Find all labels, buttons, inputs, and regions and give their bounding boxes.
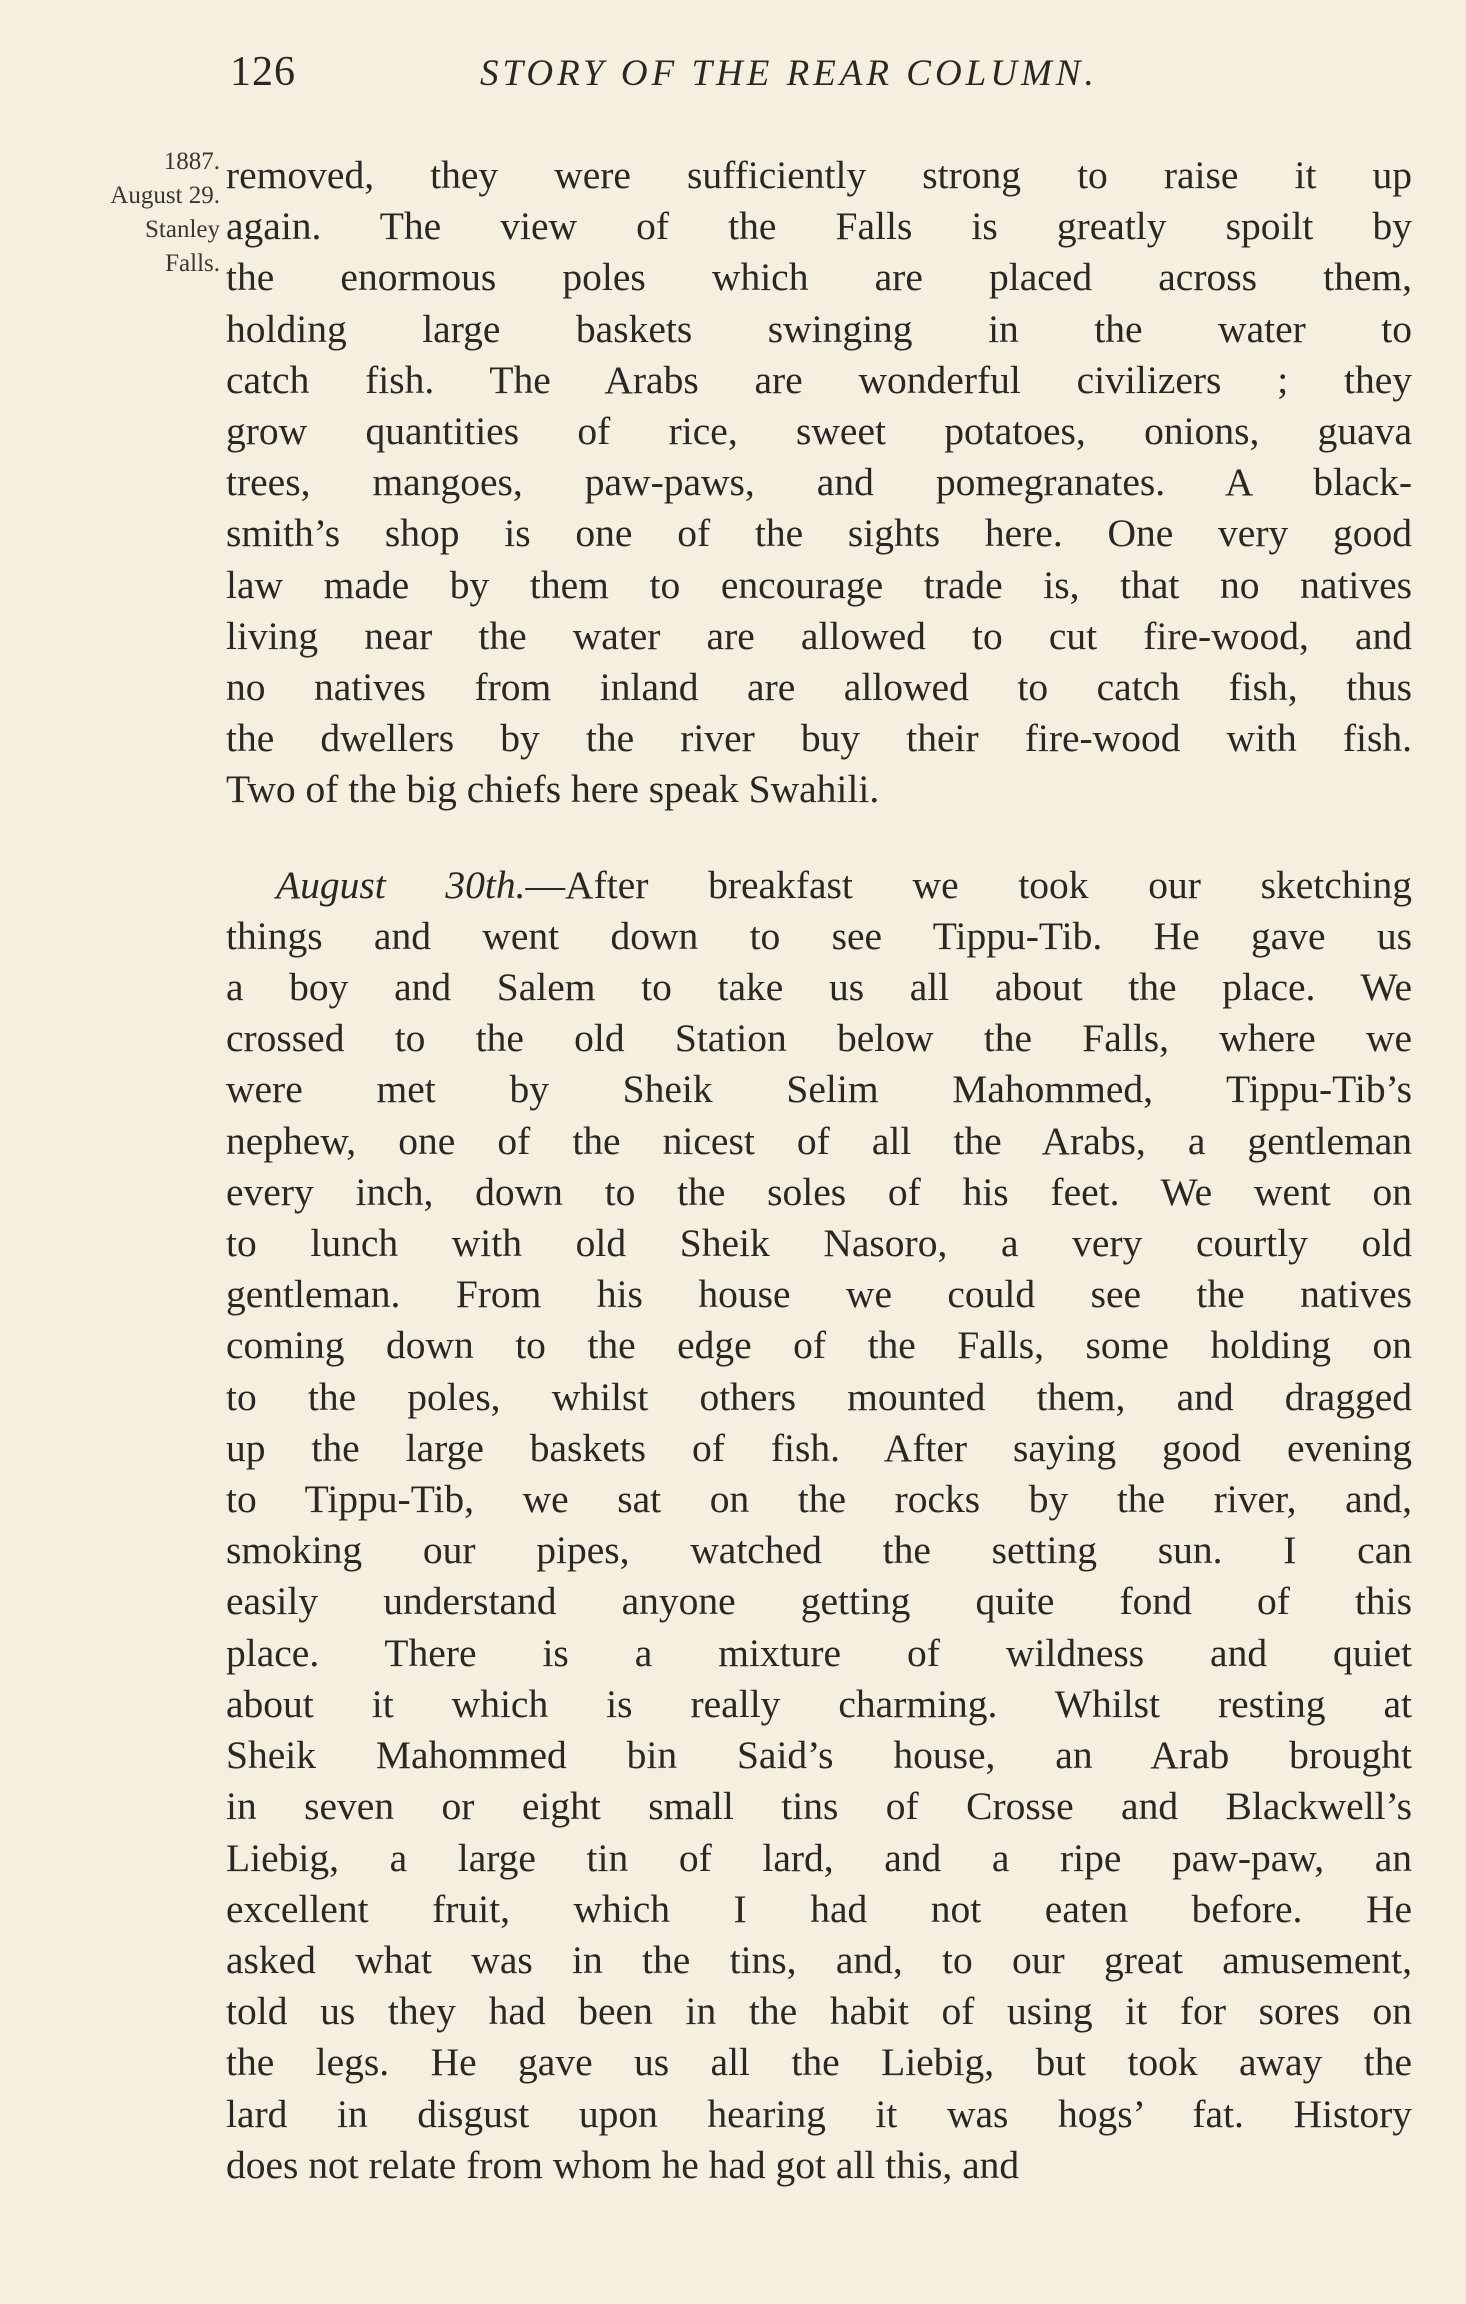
page-number: 126 bbox=[230, 49, 296, 95]
text-line: the dwellers by the river buy their fire-wood with fish. bbox=[226, 716, 1412, 761]
text-line: easily understand anyone getting quite fond of this bbox=[226, 1579, 1412, 1624]
text-line: a boy and Salem to take us all about the place. We bbox=[226, 965, 1412, 1010]
text-line: does not relate from whom he had got all this, and bbox=[226, 2142, 1020, 2187]
paragraph-2-first-line-text: —After breakfast we took our sketching bbox=[525, 862, 1412, 907]
text-line: holding large baskets swinging in the water to bbox=[226, 306, 1412, 351]
text-line: lard in disgust upon hearing it was hogs’ fat. History bbox=[226, 2091, 1412, 2136]
text-line: the legs. He gave us all the Liebig, but took away the bbox=[226, 2040, 1412, 2085]
text-line: catch fish. The Arabs are wonderful civilizers ; they bbox=[226, 357, 1412, 402]
entry-date: August 30th. bbox=[276, 862, 526, 907]
text-line: asked what was in the tins, and, to our great amusement, bbox=[226, 1937, 1412, 1982]
body-text bbox=[226, 150, 1412, 2191]
text-line: removed, they were sufficiently strong to raise it up bbox=[226, 153, 1412, 197]
text-line: told us they had been in the habit of using it for sores on bbox=[226, 1989, 1412, 2034]
margin-note bbox=[40, 145, 220, 281]
text-line: excellent fruit, which I had not eaten before. He bbox=[226, 1886, 1412, 1931]
text-line: to Tippu-Tib, we sat on the rocks by the river, and, bbox=[226, 1477, 1412, 1522]
margin-note-place-2: Falls. bbox=[165, 250, 220, 277]
text-line: smith’s shop is one of the sights here. One very good bbox=[226, 511, 1412, 556]
text-line: the enormous poles which are placed across them, bbox=[226, 255, 1412, 300]
text-line: Sheik Mahommed bin Said’s house, an Arab brought bbox=[226, 1733, 1412, 1778]
text-line: no natives from inland are allowed to catch fish, thus bbox=[226, 665, 1412, 710]
text-line: up the large baskets of fish. After saying good evening bbox=[226, 1425, 1412, 1470]
text-line: every inch, down to the soles of his feet. We went on bbox=[226, 1169, 1412, 1214]
text-line: coming down to the edge of the Falls, some holding on bbox=[226, 1323, 1412, 1368]
text-line: Liebig, a large tin of lard, and a ripe paw-paw, an bbox=[226, 1835, 1412, 1880]
text-line: were met by Sheik Selim Mahommed, Tippu-Tib’s bbox=[226, 1067, 1412, 1112]
margin-note-place-1: Stanley bbox=[145, 216, 220, 243]
text-line: crossed to the old Station below the Falls, where we bbox=[226, 1016, 1412, 1061]
text-line: gentleman. From his house we could see the natives bbox=[226, 1272, 1412, 1317]
text-line: smoking our pipes, watched the setting sun. I can bbox=[226, 1528, 1412, 1573]
text-line: to the poles, whilst others mounted them, and dragged bbox=[226, 1374, 1412, 1419]
text-line: about it which is really charming. Whilst resting at bbox=[226, 1681, 1412, 1726]
text-line: to lunch with old Sheik Nasoro, a very courtly old bbox=[226, 1221, 1412, 1266]
text-line: law made by them to encourage trade is, that no natives bbox=[226, 562, 1412, 607]
text-line: trees, mangoes, paw-paws, and pomegranates. A black- bbox=[226, 460, 1412, 505]
paragraph-1 bbox=[226, 150, 1412, 816]
text-line: Two of the big chiefs here speak Swahili. bbox=[226, 767, 880, 812]
text-line: things and went down to see Tippu-Tib. He gave us bbox=[226, 913, 1412, 958]
text-line: living near the water are allowed to cut fire-wood, and bbox=[226, 613, 1412, 658]
text-line: place. There is a mixture of wildness and quiet bbox=[226, 1630, 1412, 1675]
margin-note-year: 1887. bbox=[163, 148, 220, 175]
running-title: STORY OF THE REAR COLUMN. bbox=[480, 53, 1098, 94]
paragraph-2-first-line bbox=[226, 860, 1412, 911]
page-header bbox=[230, 48, 1190, 108]
text-line: grow quantities of rice, sweet potatoes, onions, guava bbox=[226, 409, 1412, 454]
paragraph-2 bbox=[226, 860, 1412, 2191]
text-line: again. The view of the Falls is greatly spoilt by bbox=[226, 204, 1412, 249]
margin-note-date: August 29. bbox=[110, 182, 220, 209]
text-line: in seven or eight small tins of Crosse and Blackwell’s bbox=[226, 1784, 1412, 1829]
text-line: nephew, one of the nicest of all the Arabs, a gentleman bbox=[226, 1118, 1412, 1163]
